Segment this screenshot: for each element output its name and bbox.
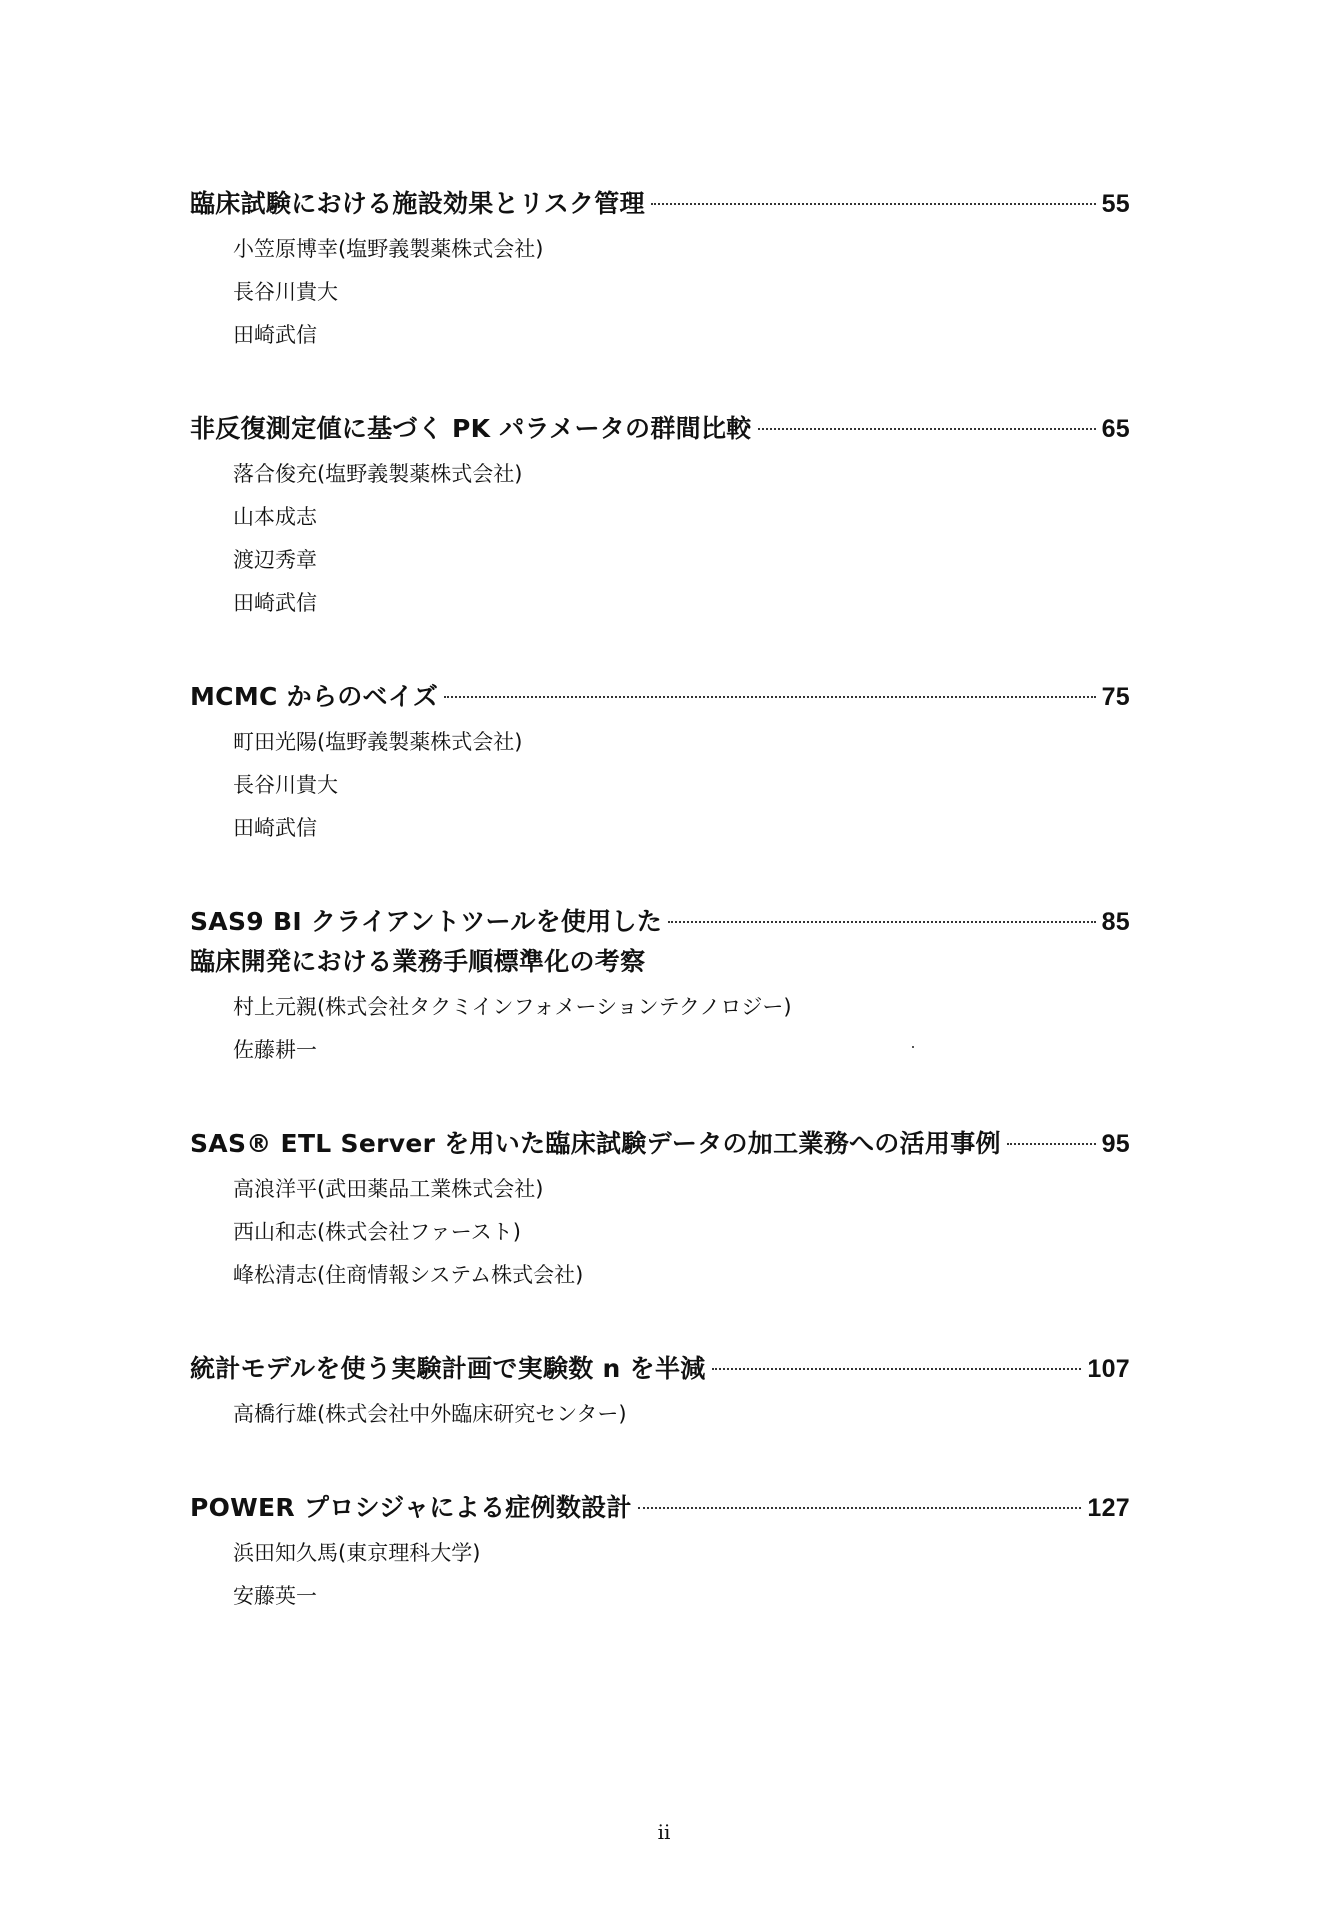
author: 村上元親(株式会社タクミインフォメーションテクノロジー) [233, 995, 792, 1019]
toc-title-row [190, 1488, 1130, 1528]
dot-leader [758, 428, 1096, 430]
toc-title: SAS® ETL Server を用いた臨床試験データの加工業務への活用事例 [190, 1129, 1001, 1158]
toc-page-number: 75 [1101, 683, 1130, 711]
author: 田崎武信 [233, 816, 317, 840]
toc-title-row [190, 902, 1130, 942]
author: 高橋行雄(株式会社中外臨床研究センター) [233, 1402, 627, 1426]
author-list [190, 1393, 1130, 1436]
toc-page-number: 95 [1101, 1130, 1130, 1158]
toc-entry [190, 902, 1130, 1072]
toc-title-row [190, 409, 1130, 449]
toc-title-line2: 臨床開発における業務手順標準化の考察 [190, 947, 646, 976]
toc-page-number: 65 [1101, 415, 1130, 443]
toc-title: 臨床試験における施設効果とリスク管理 [190, 189, 645, 218]
dot-leader [712, 1368, 1082, 1370]
author: 峰松清志(住商情報システム株式会社) [233, 1263, 584, 1287]
toc-entry [190, 184, 1130, 357]
author: 佐藤耕一 [233, 1038, 317, 1062]
toc-page-number: 85 [1101, 908, 1130, 936]
author-list [190, 453, 1130, 625]
dot-leader [638, 1507, 1082, 1509]
author: 西山和志(株式会社ファースト) [233, 1220, 521, 1244]
toc-title-row [190, 1349, 1130, 1389]
toc-page-number: 127 [1087, 1494, 1130, 1522]
toc-entry [190, 409, 1130, 625]
author-list [190, 986, 1130, 1072]
author: 山本成志 [233, 505, 317, 529]
toc-entry [190, 1349, 1130, 1436]
toc-entry [190, 677, 1130, 850]
author-list [190, 721, 1130, 850]
author: 田崎武信 [233, 323, 317, 347]
author: 田崎武信 [233, 591, 317, 615]
toc-title: MCMC からのベイズ [190, 682, 439, 711]
author-list [190, 1532, 1130, 1618]
toc-page-number: 107 [1087, 1355, 1130, 1383]
table-of-contents [190, 184, 1130, 1670]
dot-leader [668, 921, 1095, 923]
stray-dot [912, 1046, 914, 1048]
author: 町田光陽(塩野義製薬株式会社) [233, 730, 523, 754]
toc-title: 非反復測定値に基づく PK パラメータの群間比較 [190, 414, 752, 443]
toc-title: POWER プロシジャによる症例数設計 [190, 1493, 632, 1522]
author: 安藤英一 [233, 1584, 317, 1608]
author-list [190, 228, 1130, 357]
author: 渡辺秀章 [233, 548, 317, 572]
toc-title-row [190, 1124, 1130, 1164]
author-list [190, 1168, 1130, 1297]
dot-leader [1007, 1143, 1096, 1145]
dot-leader [444, 696, 1095, 698]
author: 小笠原博幸(塩野義製薬株式会社) [233, 237, 544, 261]
author: 長谷川貴大 [233, 280, 338, 304]
dot-leader [651, 203, 1096, 205]
toc-page-number: 55 [1101, 190, 1130, 218]
toc-title: 統計モデルを使う実験計画で実験数 n を半減 [190, 1354, 706, 1383]
author: 落合俊充(塩野義製薬株式会社) [233, 462, 523, 486]
author: 浜田知久馬(東京理科大学) [233, 1541, 481, 1565]
toc-title-row [190, 677, 1130, 717]
author: 長谷川貴大 [233, 773, 338, 797]
author: 高浪洋平(武田薬品工業株式会社) [233, 1177, 544, 1201]
toc-entry [190, 1124, 1130, 1297]
toc-title-row [190, 184, 1130, 224]
toc-entry [190, 1488, 1130, 1618]
page-footer-number: ii [657, 1820, 671, 1844]
toc-title: SAS9 BI クライアントツールを使用した [190, 907, 663, 936]
